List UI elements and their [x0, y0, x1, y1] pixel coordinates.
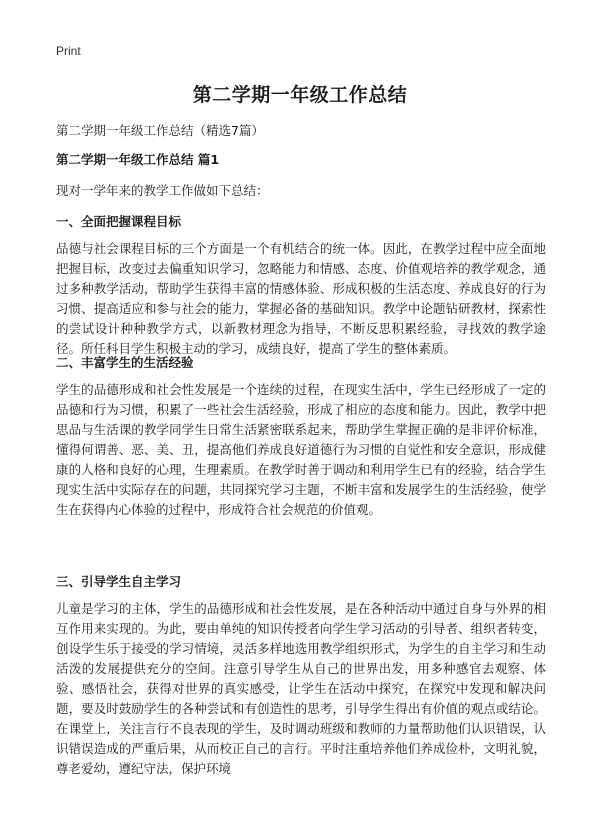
intro-paragraph: 现对一学年来的教学工作做如下总结： [56, 183, 269, 198]
section-heading-experience: 二、丰富学生的生活经验 [56, 355, 194, 370]
print-link[interactable]: Print [56, 44, 81, 58]
section-body-experience: 学生的品德形成和社会性发展是一个连续的过程，在现实生活中，学生已经形成了一定的品德和行为习惯，积累了一些社会生活经验，形成了相应的态度和能力。因此，教学中把思品与生活课的教学同学生日常生活紧密联系起来，帮助学生掌握正确的是非评价标准，懂得何谓善、恶、美、丑，提高他们养成良好道德行为习惯的自觉性和安全意识，形成健康的人格和良好的心理，生理素质。在教学时善于调动和利用学生已有的经验，结合学生现实生活中实际存在的问题，共同探究学习主题，不断丰富和发展学生的生活经验，使学生在获得内心体验的过程中，形成符合社会规范的价值观。 [56, 382, 546, 517]
document-subtitle: 第二学期一年级工作总结（精选7篇） [56, 123, 264, 138]
section-heading-self-learning: 三、引导学生自主学习 [56, 574, 182, 589]
section-heading-goals: 一、全面把握课程目标 [56, 214, 182, 229]
section-body-goals: 品德与社会课程目标的三个方面是一个有机结合的统一体。因此，在教学过程中应全面地把握目标，改变过去偏重知识学习，忽略能力和情感、态度、价值观培养的教学观念，通过多种教学活动，帮助学生获得丰富的情感体验、形成积极的生活态度、养成良好的行为习惯、提高适应和参与社会的能力，掌握必备的基础知识。教学中论题钻研教材，探索性的尝试设计种种教学方式，以新教材理念为指导，不断反思积累经验，寻找效的教学途径。所任科目学生积极主动的学习，成绩良好，提高了学生的整体素质。 [56, 241, 546, 356]
article-heading: 第二学期一年级工作总结 篇1 [56, 152, 220, 167]
page-title: 第二学期一年级工作总结 [192, 84, 408, 106]
section-body-self-learning: 儿童是学习的主体，学生的品德形成和社会性发展，是在各种活动中通过自身与外界的相互作用来实现的。为此，要由单纯的知识传授者向学生学习活动的引导者、组织者转变，创设学生乐于接受的学习情境，灵活多样地选用教学组织形式，为学生的自主学习和生动活泼的发展提供充分的空间。注意引导学生从自己的世界出发，用多种感官去观察、体验、感悟社会，获得对世界的真实感受，让学生在活动中探究，在探究中发现和解决问题，要及时鼓励学生的各种尝试和有创造性的思考，引导学生得出有价值的观点或结论。在课堂上，关注言行不良表现的学生，及时调动班级和教师的力量帮助他们认识错误，认识错误造成的严重后果，从而校正自己的言行。平时注重培养他们养成俭朴，文明礼貌，尊老爱幼，遵纪守法，保护环境 [56, 601, 546, 776]
